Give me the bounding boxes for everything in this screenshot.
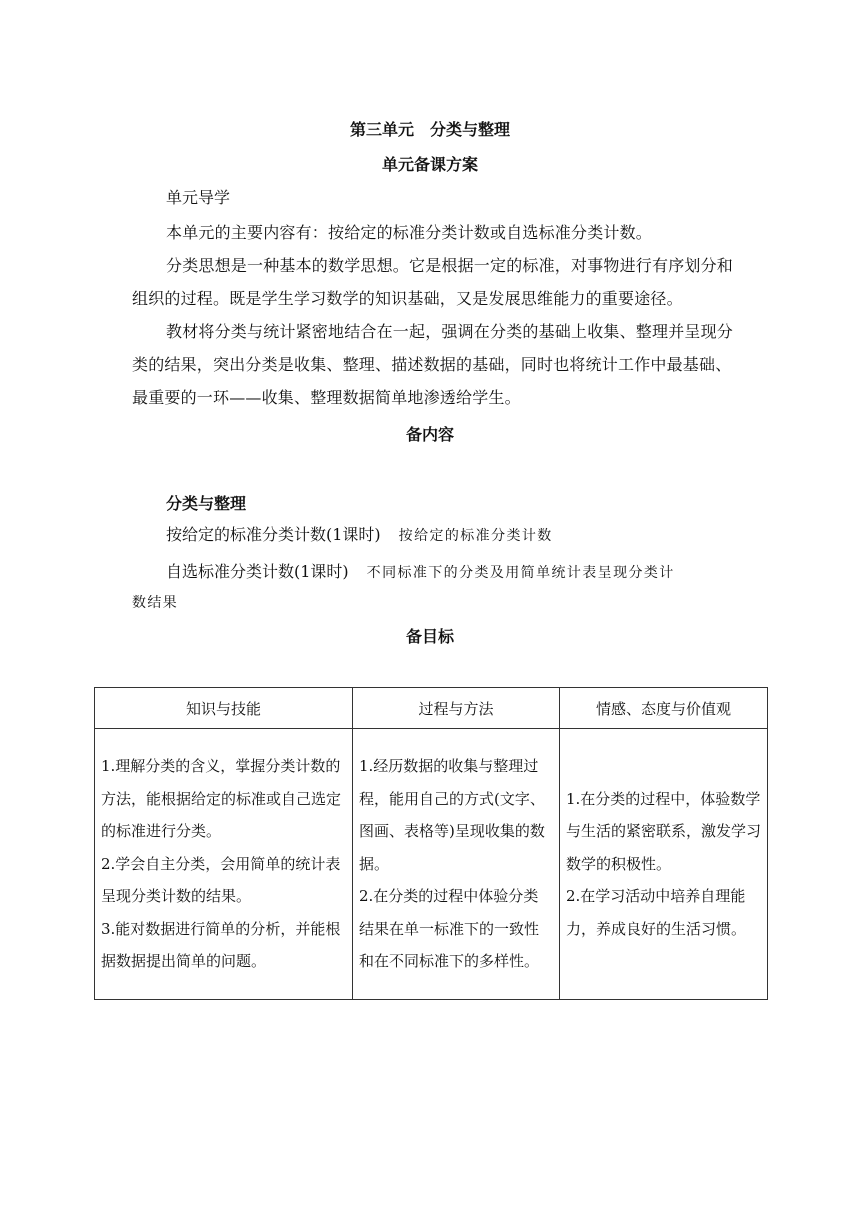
knowledge-goal-2: 2.学会自主分类，会用简单的统计表呈现分类计数的结果。 [101, 854, 341, 906]
goals-body-row [95, 729, 768, 1000]
knowledge-goal-1: 1.理解分类的含义，掌握分类计数的方法，能根据给定的标准或自己选定的标准进行分类。 [101, 757, 342, 841]
knowledge-goal-3: 3.能对数据进行简单的分析，并能根据数据提出简单的问题。 [101, 919, 341, 971]
goals-col-header-attitude: 情感、态度与价值观 [560, 688, 768, 729]
goals-cell-knowledge [95, 729, 353, 1000]
unit-title: 第三单元 分类与整理 [349, 120, 510, 139]
goals-col-header-knowledge: 知识与技能 [95, 688, 353, 729]
goals-table [94, 687, 768, 1000]
content-topic: 分类与整理 [166, 494, 247, 513]
intro-paragraph-3: 教材将分类与统计紧密地结合在一起，强调在分类的基础上收集、整理并呈现分类的结果，突出分类是收集、整理、描述数据的基础，同时也将统计工作中最基础、最重要的一环——收集、整理数据简单地渗透给学生。 [132, 322, 734, 407]
lesson-row-1 [166, 524, 553, 547]
lesson-1-title: 按给定的标准分类计数(1课时) [166, 525, 381, 544]
goals-header-row [95, 688, 768, 729]
lesson-row-2 [166, 561, 675, 584]
lesson-2-title: 自选标准分类计数(1课时) [166, 562, 349, 581]
lesson-2-note: 不同标准下的分类及用简单统计表呈现分类计 [366, 565, 675, 581]
process-goal-1: 1.经历数据的收集与整理过程，能用自己的方式(文字、图画、表格等)呈现收集的数据。 [359, 757, 545, 873]
plan-subtitle: 单元备课方案 [381, 155, 478, 174]
content-section-heading: 备内容 [405, 425, 454, 444]
goals-col-header-process: 过程与方法 [353, 688, 560, 729]
goals-cell-attitude [560, 729, 768, 1000]
process-goal-2: 2.在分类的过程中体验分类结果在单一标准下的一致性和在不同标准下的多样性。 [359, 887, 540, 971]
lesson-2-note-continued: 数结果 [132, 595, 179, 611]
intro-heading: 单元导学 [166, 188, 231, 207]
attitude-goal-1: 1.在分类的过程中，体验数学与生活的紧密联系，激发学习数学的积极性。 [566, 789, 762, 873]
goals-section-heading: 备目标 [405, 627, 454, 646]
lesson-1-note: 按给定的标准分类计数 [398, 528, 553, 544]
goals-cell-process [353, 729, 560, 1000]
intro-paragraph-1: 本单元的主要内容有：按给定的标准分类计数或自选标准分类计数。 [166, 223, 653, 242]
intro-paragraph-2: 分类思想是一种基本的数学思想。它是根据一定的标准，对事物进行有序划分和组织的过程。既是学生学习数学的知识基础，又是发展思维能力的重要途径。 [132, 256, 734, 308]
attitude-goal-2: 2.在学习活动中培养自理能力，养成良好的生活习惯。 [566, 887, 747, 938]
